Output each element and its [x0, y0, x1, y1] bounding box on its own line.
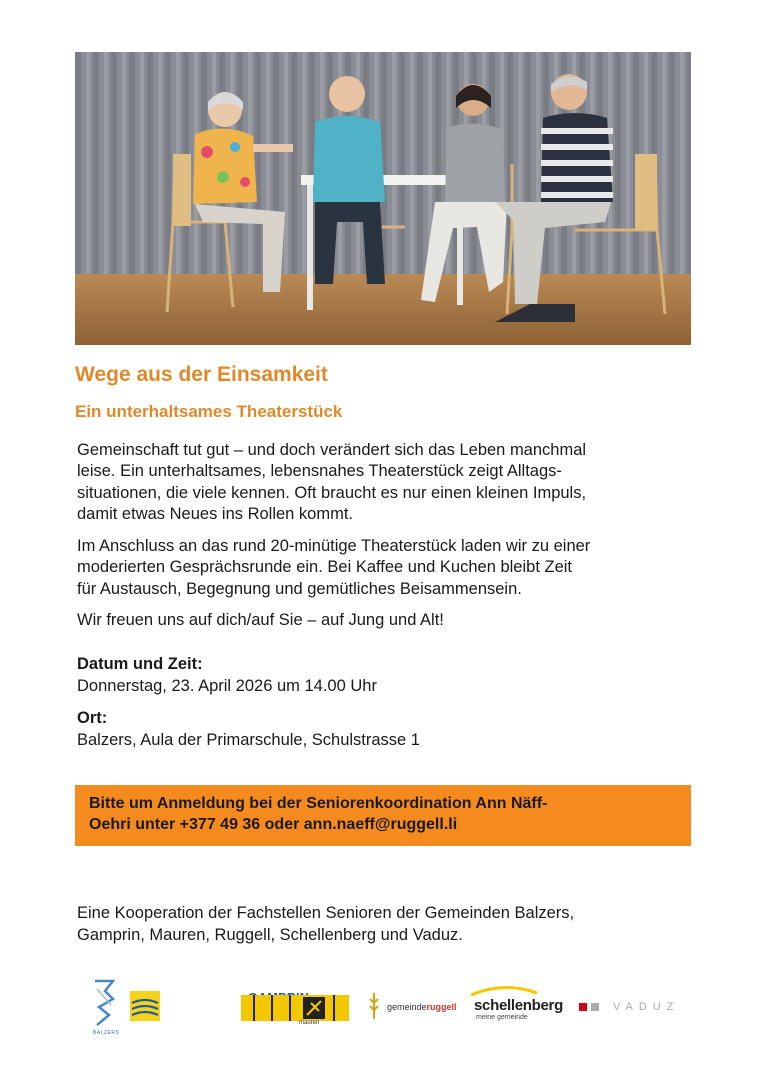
- paragraph: [77, 610, 697, 631]
- partner-logos: [85, 975, 695, 1040]
- text-line: leise. Ein unterhaltsames, lebensnahes Theaterstück zeigt Alltags-: [77, 462, 562, 481]
- text-line: Gamprin, Mauren, Ruggell, Schellenberg und Vaduz.: [77, 925, 463, 944]
- text-line: damit etwas Neues ins Rollen kommt.: [77, 505, 354, 524]
- event-subtitle: Ein unterhaltsames Theaterstück: [75, 402, 343, 421]
- date-label: Datum und Zeit:: [77, 655, 203, 673]
- text-line: Wir freuen uns auf dich/auf Sie – auf Jung und Alt!: [77, 611, 444, 630]
- text-line: Gemeinschaft tut gut – und doch verändert sich das Leben manchmal: [77, 441, 587, 459]
- text-line: Im Anschluss an das rund 20-minütige Theaterstück laden wir zu einer: [77, 536, 591, 555]
- paragraph: [77, 440, 697, 526]
- schellenberg-swoosh-icon: [469, 985, 539, 997]
- paragraph: [77, 536, 697, 600]
- vaduz-mark-icon: [579, 1003, 607, 1011]
- text-line: situationen, die viele kennen. Oft braucht es nur einen kleinen Impuls,: [77, 483, 587, 502]
- mauren-label: mauren: [299, 1020, 320, 1026]
- ruggell-name: ruggell: [426, 1002, 457, 1012]
- ruggell-text: [387, 1002, 457, 1012]
- text-line: Eine Kooperation der Fachstellen Senioren der Gemeinden Balzers,: [77, 904, 575, 922]
- balzers-logo: [91, 977, 117, 1029]
- text-line: moderierten Gesprächsrunde ein. Bei Kaffee und Kuchen bleibt Zeit: [77, 558, 572, 577]
- callout-line: Oehri unter +377 49 36 oder ann.naeff@ruggell.li: [89, 815, 458, 833]
- event-photo: [75, 52, 691, 345]
- callout-line: Bitte um Anmeldung bei der Seniorenkoordination Ann Näff-: [89, 795, 548, 812]
- place-value: Balzers, Aula der Primarschule, Schulstrasse 1: [77, 731, 420, 749]
- text-line: für Austausch, Begegnung und gemütliches Beisammensein.: [77, 579, 522, 598]
- event-title: Wege aus der Einsamkeit: [75, 363, 328, 386]
- schellenberg-sub: meine gemeinde: [476, 1014, 528, 1021]
- gamprin-logo: [130, 991, 160, 1021]
- registration-callout: [75, 785, 691, 846]
- ruggell-prefix: gemeinde: [387, 1002, 427, 1012]
- vaduz-text: VADUZ: [613, 1001, 680, 1013]
- schellenberg-text: schellenberg: [474, 997, 563, 1014]
- ruggell-logo: [367, 991, 381, 1021]
- description: [77, 440, 697, 642]
- mauren-logo: [241, 995, 349, 1021]
- date-value: Donnerstag, 23. April 2026 um 14.00 Uhr: [77, 677, 377, 695]
- balzers-label: BALZERS: [93, 1030, 120, 1036]
- place-label: Ort:: [77, 709, 108, 727]
- cooperation-note: [77, 903, 697, 947]
